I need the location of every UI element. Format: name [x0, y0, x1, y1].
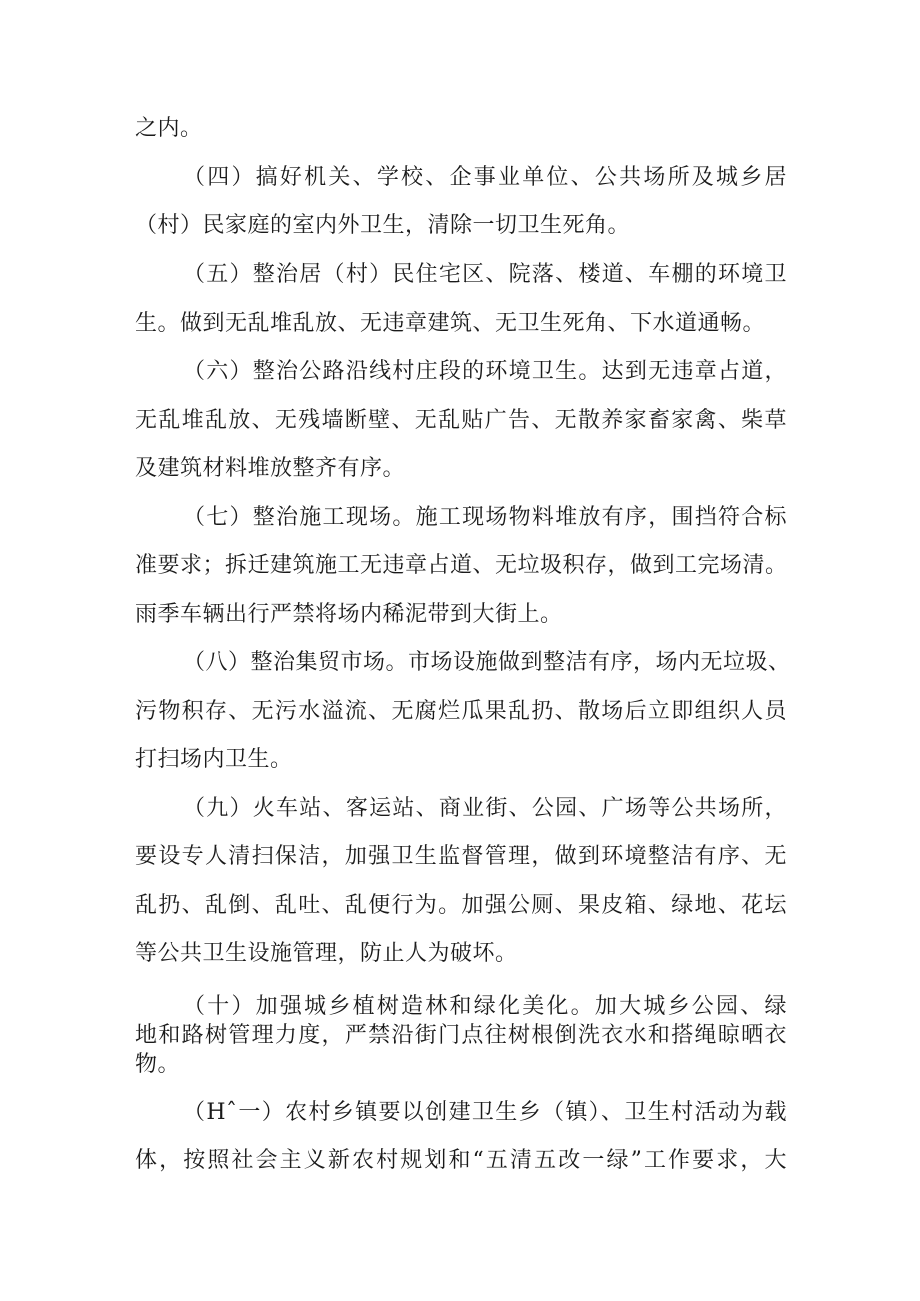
text-line: 之内。	[135, 116, 203, 141]
paragraph-4-line-1: （四）搞好机关、学校、企事业单位、公共场所及城乡居	[183, 165, 787, 190]
paragraph-7-line-1: （七）整治施工现场。施工现场物料堆放有序，围挡符合标	[183, 505, 787, 530]
paragraph-10-line-3: 物。	[135, 1052, 181, 1077]
paragraph-8-line-3: 打扫场内卫生。	[135, 747, 293, 772]
paragraph-11-line-2: 体，按照社会主义新农村规划和“五清五改一绿”工作要求，大	[135, 1148, 787, 1173]
paragraph-10-line-2: 地和路树管理力度，严禁沿街门点往树根倒洗衣水和搭绳晾晒衣	[135, 1023, 787, 1048]
paragraph-9-line-3: 乱扔、乱倒、乱吐、乱便行为。加强公厕、果皮箱、绿地、花坛	[135, 893, 787, 918]
paragraph-11-line-1: （Hˆ一）农村乡镇要以创建卫生乡（镇）、卫生村活动为载	[183, 1100, 787, 1125]
paragraph-8-line-1: （八）整治集贸市场。市场设施做到整洁有序，场内无垃圾、	[183, 650, 791, 675]
paragraph-6-line-3: 及建筑材料堆放整齐有序。	[135, 456, 406, 481]
paragraph-9-line-4: 等公共卫生设施管理，防止人为破坏。	[135, 941, 518, 966]
paragraph-7-line-2: 准要求；拆迁建筑施工无违章占道、无垃圾积存，做到工完场清。	[135, 553, 788, 578]
paragraph-6-line-1: （六）整治公路沿线村庄段的环境卫生。达到无违章占道，	[183, 359, 787, 384]
paragraph-10-line-1: （十）加强城乡植树造林和绿化美化。加大城乡公园、绿	[183, 994, 787, 1019]
paragraph-9-line-2: 要设专人清扫保洁，加强卫生监督管理，做到环境整洁有序、无	[135, 844, 787, 869]
paragraph-8-line-2: 污物积存、无污水溢流、无腐烂瓜果乱扔、散场后立即组织人员	[135, 699, 787, 724]
paragraph-4-line-2: （村）民家庭的室内外卫生，清除一切卫生死角。	[135, 213, 631, 238]
paragraph-5-line-2: 生。做到无乱堆乱放、无违章建筑、无卫生死角、下水道通畅。	[135, 311, 766, 336]
paragraph-5-line-1: （五）整治居（村）民住宅区、院落、楼道、车棚的环境卫	[183, 262, 787, 287]
paragraph-7-line-3: 雨季车辆出行严禁将场内稀泥带到大街上。	[135, 602, 563, 627]
paragraph-6-line-2: 无乱堆乱放、无残墙断壁、无乱贴广告、无散养家畜家禽、柴草	[135, 408, 787, 433]
paragraph-9-line-1: （九）火车站、客运站、商业街、公园、广场等公共场所，	[183, 796, 787, 821]
